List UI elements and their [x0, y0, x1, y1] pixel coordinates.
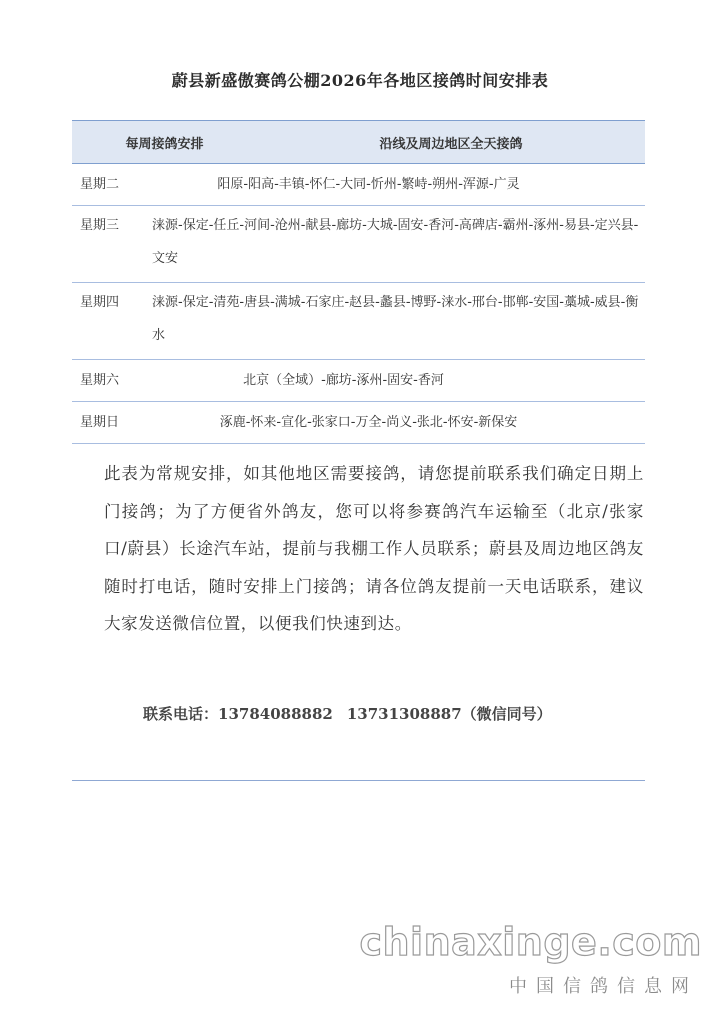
header-areas: 沿线及周边地区全天接鸽	[379, 136, 523, 152]
table-row	[72, 283, 645, 360]
phone-number-1: 13784088882	[218, 705, 333, 723]
divider	[72, 780, 645, 781]
table-row	[72, 164, 645, 206]
row-day: 星期六	[80, 373, 120, 388]
row-day: 星期日	[80, 415, 120, 430]
row-day: 星期三	[80, 218, 120, 233]
schedule-table	[72, 120, 645, 444]
header-schedule: 每周接鸽安排	[125, 136, 204, 152]
phone-number-2: 13731308887	[346, 705, 462, 723]
watermark-site-cn: 中国信鸽信息网	[509, 976, 698, 997]
contact-note: （微信同号）	[461, 705, 552, 723]
row-day: 星期二	[80, 177, 120, 192]
table-row	[72, 360, 645, 402]
table-row	[72, 206, 645, 283]
watermark-site-en: chinaxinge.com	[359, 920, 702, 964]
row-areas: 涞源-保定-清苑-唐县-满城-石家庄-赵县-蠡县-博野-涞水-邢台-邯郸-安国-藁城-威县-衡水	[152, 295, 639, 343]
contact-label: 联系电话：	[143, 705, 219, 723]
table-header	[72, 121, 645, 164]
row-day: 星期四	[80, 295, 120, 310]
row-areas: 北京（全域）-廊坊-涿州-固安-香河	[243, 373, 444, 388]
table-row	[72, 402, 645, 444]
row-areas: 阳原-阳高-丰镇-怀仁-大同-忻州-繁峙-朔州-浑源-广灵	[217, 177, 520, 192]
notice-paragraph: 此表为常规安排，如其他地区需要接鸽，请您提前联系我们确定日期上门接鸽；为了方便省外鸽友，您可以将参赛鸽汽车运输至（北京/张家口/蔚县）长途汽车站，提前与我棚工作人员联系；蔚县及周边地区鸽友随时打电话，随时安排上门接鸽；请各位鸽友提前一天电话联系，建议大家发送微信位置，以便我们快速到达。	[104, 464, 644, 633]
contact-line	[143, 703, 552, 724]
page-title: 蔚县新盛傲赛鸽公棚2026年各地区接鸽时间安排表	[171, 71, 549, 90]
row-areas: 涿鹿-怀来-宣化-张家口-万全-尚义-张北-怀安-新保安	[219, 415, 518, 430]
row-areas: 涞源-保定-任丘-河间-沧州-献县-廊坊-大城-固安-香河-高碑店-霸州-涿州-易县-定兴县-文安	[152, 218, 639, 266]
